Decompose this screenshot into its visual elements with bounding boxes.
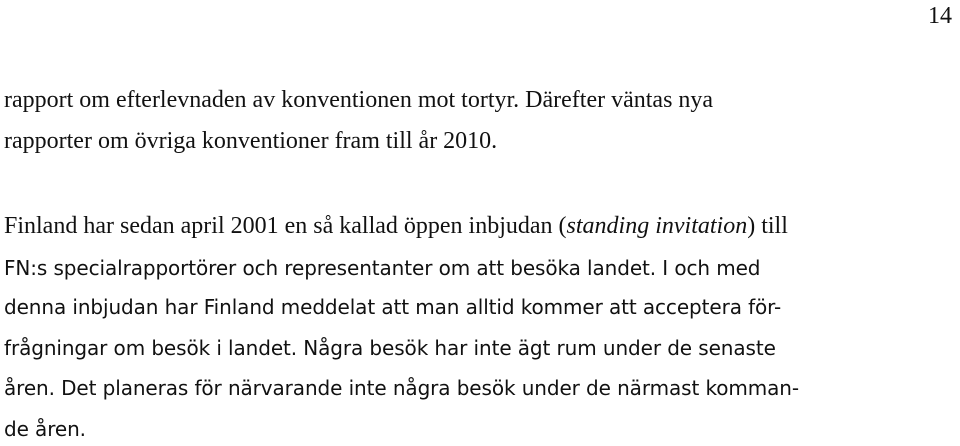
paragraph-2-line-4: frågningar om besök i landet. Några besök har inte ägt rum under de senaste xyxy=(4,336,776,360)
italic-phrase: standing invitation xyxy=(566,213,748,239)
paragraph-1-line-2: rapporter om övriga konventioner fram till år 2010. xyxy=(4,128,498,154)
paragraph-2-line-6: de åren. xyxy=(4,417,86,441)
paragraph-1-line-1: rapport om efterlevnaden av konventionen mot tortyr. Därefter väntas nya xyxy=(4,87,714,113)
paragraph-2-line-1-end: ) till xyxy=(747,213,788,239)
paragraph-2-line-1 xyxy=(4,212,788,240)
paragraph-2-line-1-start: Finland har sedan april 2001 en så kallad öppen inbjudan ( xyxy=(4,213,567,239)
page-number: 14 xyxy=(928,3,952,29)
paragraph-2-line-3: denna inbjudan har Finland meddelat att man alltid kommer att acceptera för- xyxy=(4,295,782,319)
paragraph-2-line-2: FN:s specialrapportörer och representanter om att besöka landet. I och med xyxy=(4,256,761,280)
paragraph-2-line-5: åren. Det planeras för närvarande inte några besök under de närmast komman- xyxy=(4,376,799,400)
